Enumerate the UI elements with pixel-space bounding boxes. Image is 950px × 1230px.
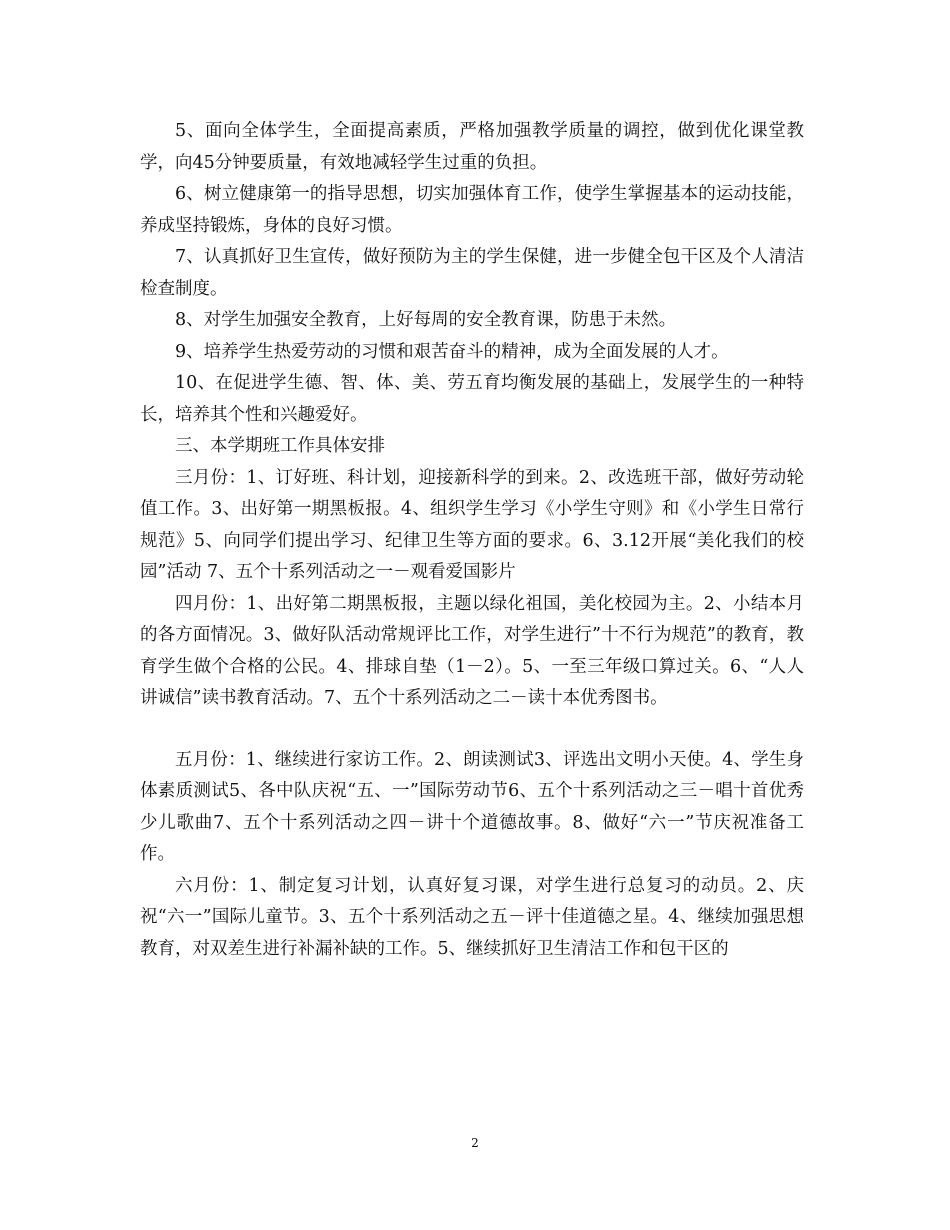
paragraph-item-9: 9、培养学生热爱劳动的习惯和艰苦奋斗的精神，成为全面发展的人才。: [175, 341, 729, 362]
page-number: 2: [471, 1136, 479, 1150]
paragraph-spacer: [140, 715, 804, 745]
paragraph-march: 三月份：1、订好班、科计划，迎接新科学的到来。2、改选班干部，做好劳动轮值工作。3、出好第一期黑板报。4、组织学生学习《小学生守则》和《小学生日常行规范》5、向同学们提出学习、纪律卫生等方面的要求。6、3.12开展“美化我们的校园”活动 7、五个十系列活动之一－观看爱国影片: [140, 467, 804, 582]
section-heading: 三、本学期班工作具体安排: [175, 436, 385, 456]
paragraph-may: 五月份：1、继续进行家访工作。2、朗读测试3、评选出文明小天使。4、学生身体素质测试5、各中队庆祝“五、一”国际劳动节6、五个十系列活动之三－唱十首优秀少儿歌曲7、五个十系列活动之四－讲十个道德故事。8、做好“六一”节庆祝准备工作。: [140, 749, 804, 864]
paragraph-item-7: 7、认真抓好卫生宣传，做好预防为主的学生保健，进一步健全包干区及个人清洁检查制度。: [140, 247, 804, 299]
paragraph-item-8: 8、对学生加强安全教育，上好每周的安全教育课，防患于未然。: [175, 310, 677, 330]
paragraph-item-6: 6、树立健康第一的指导思想，切实加强体育工作，使学生掌握基本的运动技能，养成坚持锻炼，身体的良好习惯。: [140, 184, 804, 236]
paragraph-june: 六月份：1、制定复习计划，认真好复习课，对学生进行总复习的动员。2、庆祝“六一”国际儿童节。3、五个十系列活动之五－评十佳道德之星。4、继续加强思想教育，对双差生进行补漏补缺的工作。5、继续抓好卫生清洁工作和包干区的: [140, 875, 804, 959]
paragraph-april: 四月份：1、出好第二期黑板报，主题以绿化祖国，美化校园为主。2、小结本月的各方面情况。3、做好队活动常规评比工作，对学生进行”十不行为规范”的教育，教育学生做个合格的公民。4、排球自垫（1－2）。5、一至三年级口算过关。6、“人人讲诚信”读书教育活动。7、五个十系列活动之二－读十本优秀图书。: [140, 593, 804, 708]
document-body: [140, 116, 804, 965]
paragraph-item-10: 10、在促进学生德、智、体、美、劳五育均衡发展的基础上，发展学生的一种特长，培养其个性和兴趣爱好。: [140, 373, 804, 425]
paragraph-item-5: 5、面向全体学生，全面提高素质，严格加强教学质量的调控，做到优化课堂教学，向45分钟要质量，有效地减轻学生过重的负担。: [140, 121, 804, 173]
